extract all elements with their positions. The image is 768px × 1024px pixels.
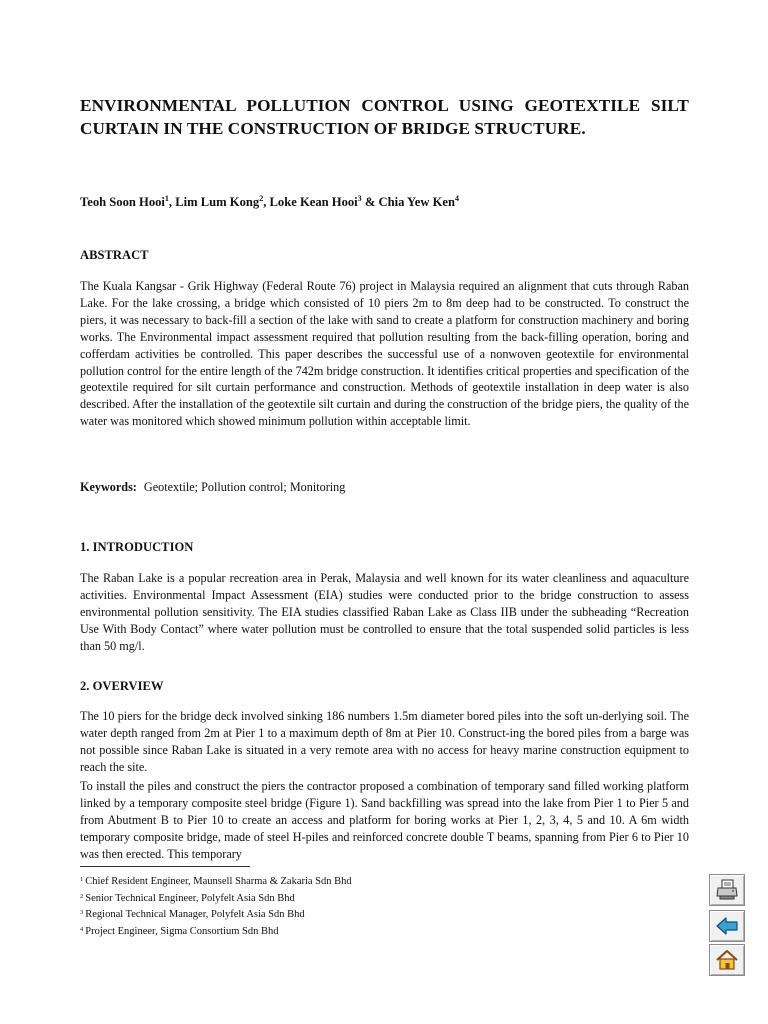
keywords-text: Geotextile; Pollution control; Monitoring	[143, 480, 346, 494]
footnote-item: $^2$ Senior Technical Engineer, Polyfelt Asia Sdn Bhd	[80, 892, 295, 904]
author-name: Chia Yew Ken	[378, 195, 455, 209]
section-heading-introduction: 1. INTRODUCTION	[80, 540, 194, 554]
footnote-item: $^1$ Chief Resident Engineer, Maunsell Sharma & Zakaria Sdn Bhd	[80, 876, 352, 887]
print-icon	[715, 879, 739, 901]
footnote-item: $^4$ Project Engineer, Sigma Consortium Sdn Bhd	[80, 925, 279, 937]
home-icon	[715, 949, 739, 971]
author-name: Teoh Soon Hooi	[80, 195, 165, 209]
footnote-divider	[80, 866, 250, 867]
author-affiliation-mark: 1	[164, 194, 169, 203]
author-line: Teoh Soon Hooi$^1$, Lim Lum Kong$^2$, Loke Kean Hooi$^3$ & Chia Yew Ken$^4$	[80, 194, 459, 209]
author-affiliation-mark: 2	[259, 194, 264, 203]
author-name: Loke Kean Hooi	[269, 195, 358, 209]
keywords-line	[80, 480, 345, 495]
author-affiliation-mark: 3	[357, 194, 362, 203]
footnote-item: $^3$ Regional Technical Manager, Polyfelt Asia Sdn Bhd	[80, 909, 305, 921]
back-button[interactable]	[709, 910, 745, 942]
section-heading-overview: 2. OVERVIEW	[80, 679, 164, 693]
home-button[interactable]	[709, 944, 745, 976]
paper-title: ENVIRONMENTAL POLLUTION CONTROL USING GEOTEXTILE SILT CURTAIN IN THE CONSTRUCTION OF BRIDGE STRUCTURE.	[80, 96, 689, 138]
author-name: Lim Lum Kong	[175, 195, 260, 209]
footnotes	[80, 873, 352, 939]
author-affiliation-mark: 4	[454, 194, 459, 203]
keywords-label: Keywords:	[80, 480, 137, 494]
abstract-heading: ABSTRACT	[80, 248, 149, 262]
back-arrow-icon	[715, 916, 739, 936]
overview-paragraph-2: To install the piles and construct the piers the contractor proposed a combination of temporary sand filled working platform linked by a temporary composite steel bridge (Figure 1). Sand backfilling was spread into the lake from Pier 1 to Pier 5 and from Abutment B to Pier 10 to create an access and platform for boring works at Pier 1, 2, 3, 4, 5 and 10. A 6m width temporary composite bridge, made of steel H-piles and reinforced concrete double T beams, spanning from Pier 6 to Pier 10 was then erected. This temporary	[80, 779, 689, 861]
overview-paragraph-1: The 10 piers for the bridge deck involved sinking 186 numbers 1.5m diameter bored piles into the soft un-derlying soil. The water depth ranged from 2m at Pier 1 to a maximum depth of 8m at Pier 10. Construct-ing the bored piles from a barge was not possible since Raban Lake is situated in a very remote area with no access for heavy marine construction equipment to reach the site.	[80, 709, 689, 774]
abstract-text: The Kuala Kangsar - Grik Highway (Federal Route 76) project in Malaysia required an alignment that cuts through Raban Lake. For the lake crossing, a bridge which consisted of 10 piers 2m to 8m deep had to be constructed. To construct the piers, it was necessary to back-fill a section of the lake with sand to create a platform for construction machinery and boring works. The Environmental impact assessment required that pollution resulting from the back-filling operation, boring and cofferdam activities be controlled. This paper describes the successful use of a nonwoven geotextile for environmental pollution control for the entire length of the 742m bridge construction. It identifies critical properties and specification of the geotextile required for silt curtain performance and construction. Methods of geotextile installation in deep water is also described. After the installation of the geotextile silt curtain and during the construction of the bridge piers, the quality of the water was monitored which showed minimum pollution within acceptable limit.	[80, 279, 689, 429]
print-button[interactable]	[709, 874, 745, 906]
introduction-paragraph: The Raban Lake is a popular recreation area in Perak, Malaysia and well known for its water cleanliness and aquaculture activities. Environmental Impact Assessment (EIA) studies were conducted prior to the bridge construction to assess environmental pollution sensitivity. The EIA studies classified Raban Lake as Class IIB under the subheading “Recreation Use With Body Contact” where water pollution must be controlled to ensure that the total suspended solid particles is less than 50 mg/l.	[80, 571, 689, 653]
